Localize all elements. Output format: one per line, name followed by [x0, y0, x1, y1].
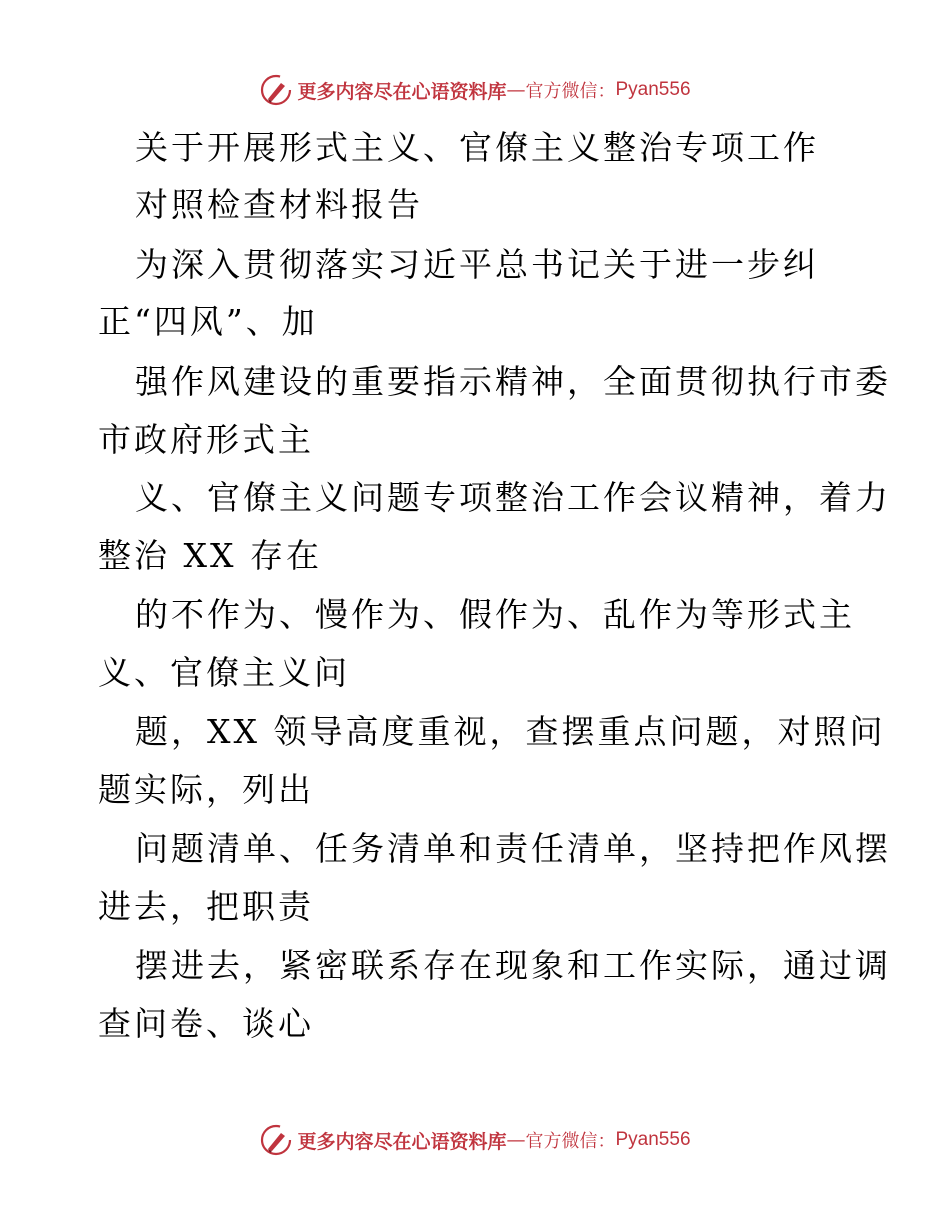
text-line: 问题清单、任务清单和责任清单，坚持把作风摆 [135, 829, 891, 868]
text-line: 强作风建设的重要指示精神，全面贯彻执行市委 [135, 362, 891, 401]
text-line: 正“四风”、加 [98, 302, 318, 341]
text-line: 进去，把职责 [98, 887, 314, 926]
text-line: 题实际，列出 [98, 770, 314, 809]
watermark-separator: — [506, 1129, 526, 1151]
watermark-brand: 更多内容尽在心语资料库 [297, 1130, 507, 1153]
document-title-line-2: 对照检查材料报告 [135, 185, 423, 224]
watermark-brand: 更多内容尽在心语资料库 [297, 80, 507, 103]
document-title-line-1: 关于开展形式主义、官僚主义整治专项工作 [135, 128, 819, 167]
watermark-wechat-label: 官方微信： [525, 81, 616, 102]
watermark-wechat-id: Pyan556 [615, 79, 691, 100]
text-line: 的不作为、慢作为、假作为、乱作为等形式主 [135, 595, 855, 634]
watermark-wechat-label: 官方微信： [525, 1131, 616, 1152]
footer-watermark [0, 1120, 950, 1160]
text-line: 题，XX 领导高度重视，查摆重点问题，对照问 [135, 712, 886, 751]
text-line: 市政府形式主 [98, 420, 314, 459]
text-line: 为深入贯彻落实习近平总书记关于进一步纠 [135, 245, 819, 284]
text-line: 摆进去，紧密联系存在现象和工作实际，通过调 [135, 946, 891, 985]
text-line: 整治 XX 存在 [98, 536, 322, 575]
watermark-separator: — [506, 79, 526, 101]
watermark-wechat-id: Pyan556 [615, 1129, 691, 1150]
pen-nib-logo-icon [259, 1123, 293, 1157]
text-line: 查问卷、谈心 [98, 1004, 314, 1043]
text-line: 义、官僚主义问题专项整治工作会议精神，着力 [135, 478, 891, 517]
text-line: 义、官僚主义问 [98, 653, 350, 692]
